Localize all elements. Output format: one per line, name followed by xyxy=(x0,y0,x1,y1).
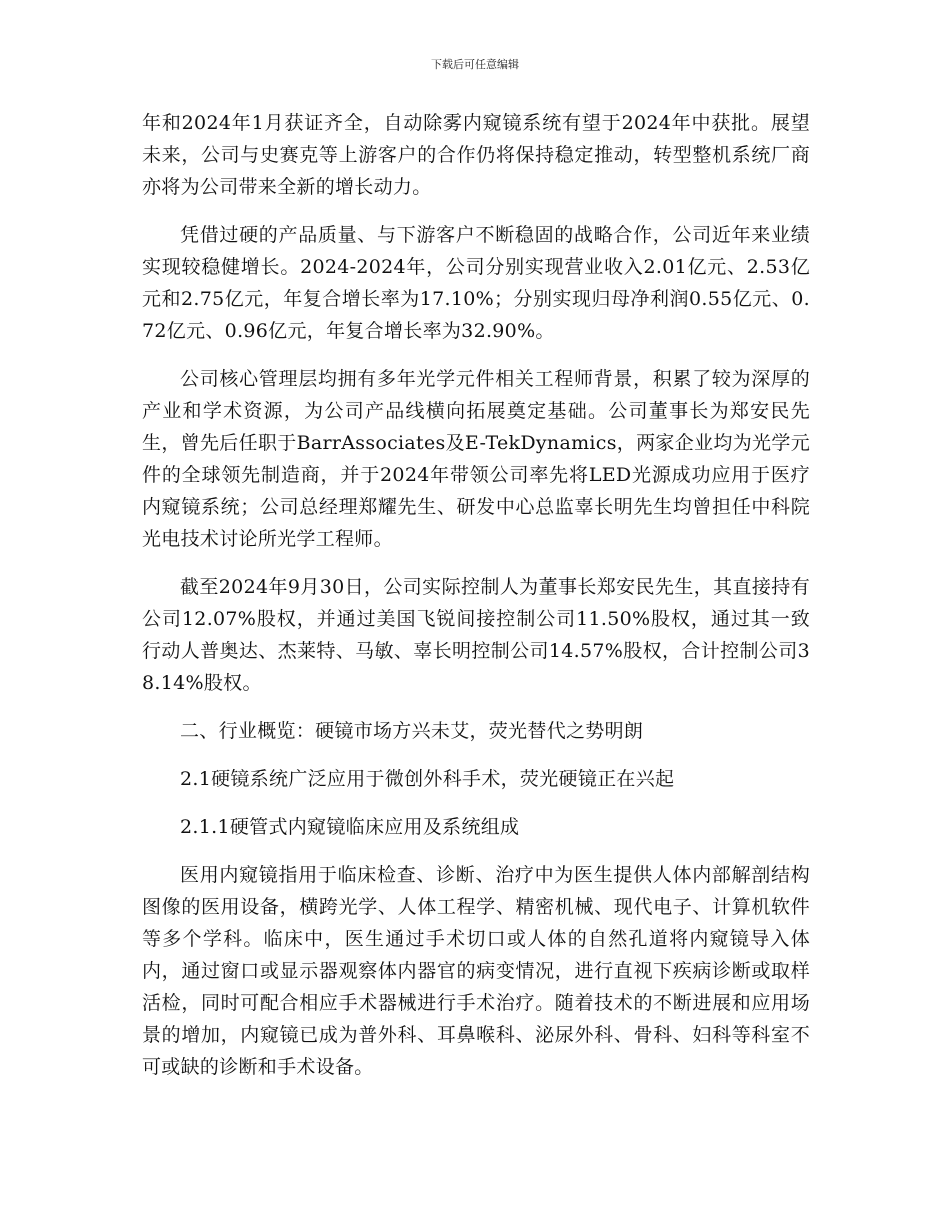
paragraph-management: 公司核心管理层均拥有多年光学元件相关工程师背景，积累了较为深厚的产业和学术资源，为公司产品线横向拓展奠定基础。公司董事长为郑安民先生，曾先后任职于BarrAssociates及E-TekDynamics，两家企业均为光学元件的全球领先制造商，并于2024年带领公司率先将LED光源成功应用于医疗内窥镜系统；公司总经理郑耀先生、研发中心总监辜长明先生均曾担任中科院光电技术讨论所光学工程师。 xyxy=(142,368,810,550)
subsubsection-heading: 2.1.1硬管式内窥镜临床应用及系统组成 xyxy=(180,816,520,838)
paragraph-continuation: 年和2024年1月获证齐全，自动除雾内窥镜系统有望于2024年中获批。展望未来，公司与史赛克等上游客户的合作仍将保持稳定推动，转型整机系统厂商亦将为公司带来全新的增长动力。 xyxy=(142,112,810,198)
paragraph-endoscope-intro: 医用内窥镜指用于临床检查、诊断、治疗中为医生提供人体内部解剖结构图像的医用设备，横跨光学、人体工程学、精密机械、现代电子、计算机软件等多个学科。临床中，医生通过手术切口或人体的自然孔道将内窥镜导入体内，通过窗口或显示器观察体内器官的病变情况，进行直视下疾病诊断或取样活检，同时可配合相应手术器械进行手术治疗。随着技术的不断进展和应用场景的增加，内窥镜已成为普外科、耳鼻喉科、泌尿外科、骨科、妇科等科室不可或缺的诊断和手术设备。 xyxy=(142,864,810,1078)
paragraph-ownership: 截至2024年9月30日，公司实际控制人为董事长郑安民先生，其直接持有公司12.07%股权，并通过美国飞锐间接控制公司11.50%股权，通过其一致行动人普奥达、杰莱特、马敏、辜长明控制公司14.57%股权，合计控制公司38.14%股权。 xyxy=(142,576,810,694)
paragraph-performance: 凭借过硬的产品质量、与下游客户不断稳固的战略合作，公司近年来业绩实现较稳健增长。2024-2024年，公司分别实现营业收入2.01亿元、2.53亿元和2.75亿元，年复合增长率为17.10%；分别实现归母净利润0.55亿元、0.72亿元、0.96亿元，年复合增长率为32.90%。 xyxy=(142,224,810,342)
section-heading: 二、行业概览：硬镜市场方兴未艾，荧光替代之势明朗 xyxy=(180,720,644,742)
subsection-heading: 2.1硬镜系统广泛应用于微创外科手术，荧光硬镜正在兴起 xyxy=(180,768,675,790)
document-body xyxy=(142,107,810,1099)
page-header: 下载后可任意编辑 xyxy=(431,58,519,71)
